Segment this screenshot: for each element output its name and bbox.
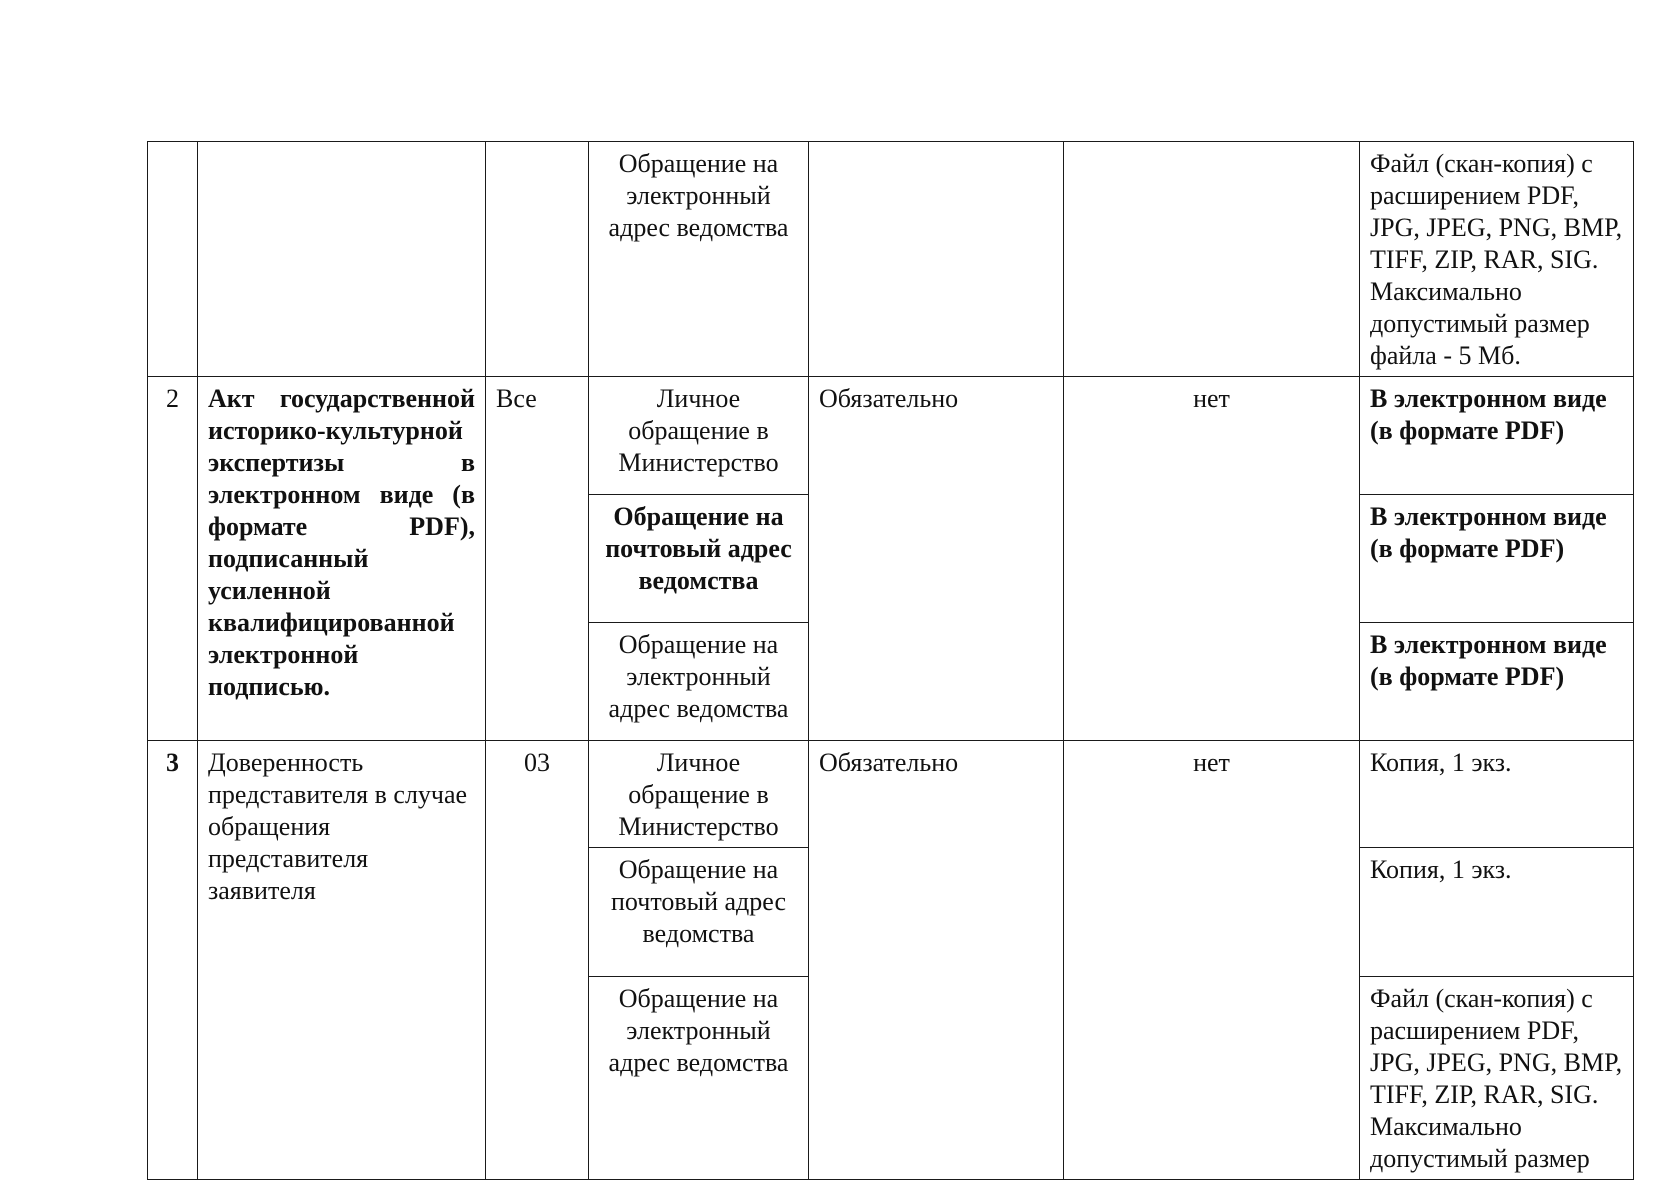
cell-format: В электронном виде (в формате PDF): [1360, 623, 1634, 741]
cell-document-name: Акт государственной историко-культурной экспертизы в электронном виде (в формате PDF), подписанный усиленной квалифицированной электронной подписью.: [198, 377, 486, 741]
cell-number: 2: [148, 377, 198, 741]
cell-number: [148, 142, 198, 377]
cell-method: Личное обращение в Министерство: [589, 377, 809, 495]
cell-requirement: [809, 142, 1064, 377]
table-row: [148, 377, 1634, 495]
cell-format: Копия, 1 экз.: [1360, 848, 1634, 977]
cell-requirement: Обязательно: [809, 741, 1064, 1180]
cell-number: 3: [148, 741, 198, 1180]
cell-document-name: Доверенность представителя в случае обращения представителя заявителя: [198, 741, 486, 1180]
cell-format: В электронном виде (в формате PDF): [1360, 495, 1634, 623]
cell-method: Личное обращение в Министерство: [589, 741, 809, 848]
cell-document-name: [198, 142, 486, 377]
cell-method: Обращение на почтовый адрес ведомства: [589, 848, 809, 977]
table-row: [148, 741, 1634, 848]
cell-flag: [1064, 142, 1360, 377]
cell-category: Все: [486, 377, 589, 741]
cell-requirement: Обязательно: [809, 377, 1064, 741]
cell-method: Обращение на электронный адрес ведомства: [589, 977, 809, 1180]
requirements-table: [147, 141, 1634, 1180]
cell-flag: нет: [1064, 741, 1360, 1180]
cell-format: Копия, 1 экз.: [1360, 741, 1634, 848]
cell-format: Файл (скан-копия) с расширением PDF, JPG, JPEG, PNG, BMP, TIFF, ZIP, RAR, SIG. Максимально допустимый размер: [1360, 977, 1634, 1180]
cell-format: Файл (скан-копия) с расширением PDF, JPG, JPEG, PNG, BMP, TIFF, ZIP, RAR, SIG. Максимально допустимый размер файла - 5 Мб.: [1360, 142, 1634, 377]
cell-category: [486, 142, 589, 377]
cell-method: Обращение на электронный адрес ведомства: [589, 142, 809, 377]
cell-category: 03: [486, 741, 589, 1180]
cell-method: Обращение на электронный адрес ведомства: [589, 623, 809, 741]
cell-method: Обращение на почтовый адрес ведомства: [589, 495, 809, 623]
cell-flag: нет: [1064, 377, 1360, 741]
cell-format: В электронном виде (в формате PDF): [1360, 377, 1634, 495]
table-row: [148, 142, 1634, 377]
